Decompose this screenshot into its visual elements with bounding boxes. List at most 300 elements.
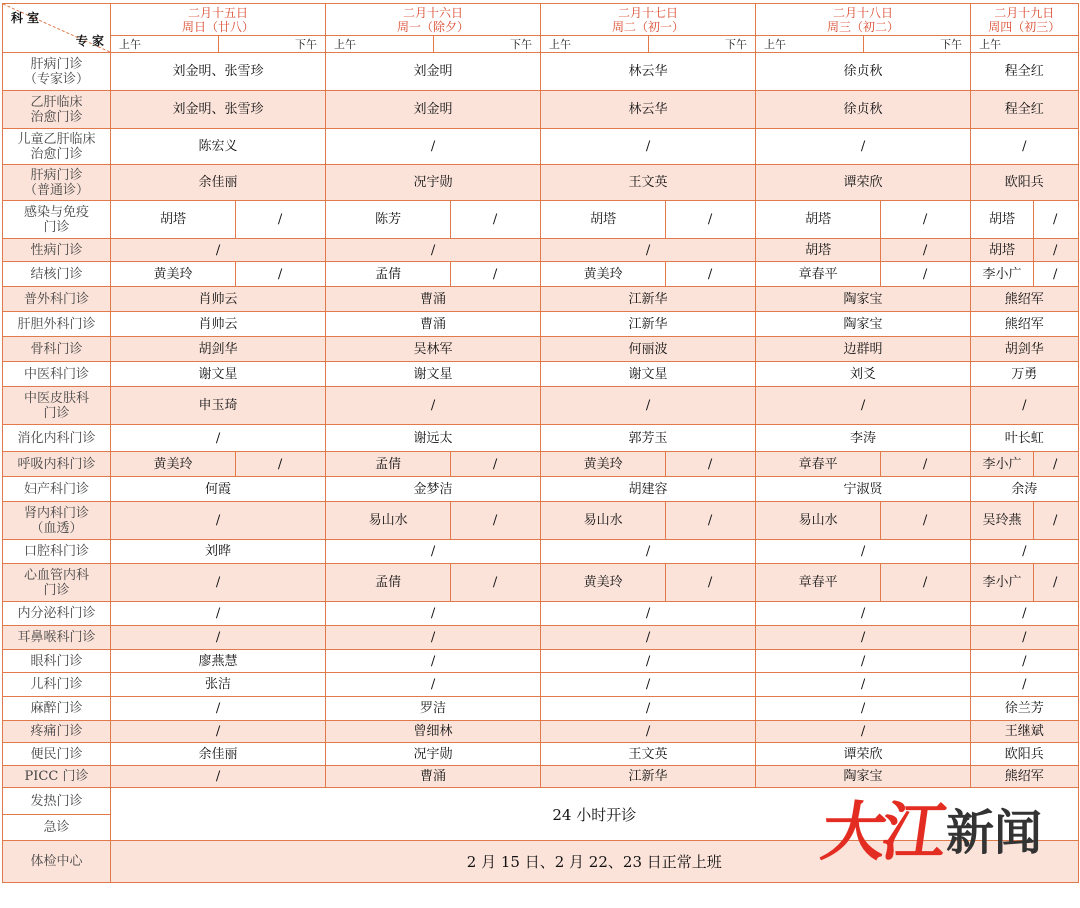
dept-name [3,602,111,626]
schedule-row [3,540,1079,564]
doctor-pm: / [492,513,498,528]
schedule-row [3,425,1079,452]
doctor-am: 陈芳 [326,201,451,238]
doctor-cell: / [756,650,971,673]
doctor-cell: / [971,602,1079,626]
doctor-cell: 叶长虹 [971,425,1079,452]
dept-name-line: 中医皮肤科 [23,390,89,406]
doctor-cell: 况宇勋 [326,165,541,201]
schedule-row [3,165,1079,201]
doctor-cell: 刘金明、张雪珍 [111,91,326,129]
doctor-cell: 王文英 [541,165,756,201]
doctor-cell: 曹涌 [326,287,541,312]
doctor-pm: / [922,212,928,227]
am-label: 上午 [326,36,434,53]
doctor-cell [756,239,971,262]
dept-name: 急诊 [3,815,111,841]
doctor-cell [971,502,1079,540]
doctor-am: 黄美玲 [111,452,236,476]
checkup-note: 2 月 15 日、2 月 22、23 日正常上班 [111,841,1079,883]
doctor-am: 黄美玲 [541,262,666,286]
doctor-cell: 张洁 [111,673,326,697]
dept-name [3,91,111,129]
dept-name-line: 肾内科门诊 [23,505,89,521]
doctor-am: 孟倩 [326,564,451,601]
doctor-cell: 罗洁 [326,697,541,721]
doctor-cell: 江新华 [541,287,756,312]
doctor-pm: / [1053,513,1058,528]
doctor-cell: 王继斌 [971,721,1079,743]
day-date: 二月十五日 [188,5,249,20]
doctor-cell [326,262,541,287]
day-header [541,4,756,36]
dept-name [3,673,111,697]
doctor-cell [756,564,971,602]
pm-label: 下午 [648,36,756,53]
doctor-cell: / [111,239,326,262]
day-weekday: 周三（初二） [827,19,900,34]
dept-name: 发热门诊 [3,788,111,815]
doctor-cell: 何丽波 [541,337,756,362]
doctor-am: 胡塔 [541,201,666,238]
doctor-cell [326,564,541,602]
doctor-cell: 谢文星 [111,362,326,387]
schedule-row [3,602,1079,626]
dept-name-line: 口腔科门诊 [23,544,89,559]
doctor-cell: 胡剑华 [971,337,1079,362]
doctor-cell: / [111,626,326,650]
doctor-cell: 宁淑贤 [756,477,971,502]
doctor-pm: / [492,212,498,227]
doctor-cell: 刘爻 [756,362,971,387]
doctor-pm: / [277,212,283,227]
doctor-pm: / [1053,575,1058,590]
watermark-text: 新闻 [945,805,1042,861]
doctor-cell: 何霞 [111,477,326,502]
doctor-cell: 陶家宝 [756,766,971,788]
doctor-am: 孟倩 [326,262,451,286]
doctor-pm: / [707,266,713,282]
schedule-row [3,626,1079,650]
doctor-pm: / [1053,266,1058,282]
dept-name-line: 普外科门诊 [23,291,89,307]
doctor-cell: 余佳丽 [111,165,326,201]
dept-name-line: 中医科门诊 [23,366,89,382]
day-header [326,4,541,36]
doctor-cell: 徐贞秋 [756,53,971,91]
am-label: 上午 [971,36,1079,53]
dept-name-line: 治愈门诊 [30,146,83,162]
doctor-cell [326,452,541,477]
doctor-am: 章春平 [756,262,881,286]
day-header [756,4,971,36]
doctor-cell: / [541,697,756,721]
doctor-cell: / [756,129,971,165]
day-date: 二月十九日 [994,5,1055,20]
doctor-cell: 谢文星 [541,362,756,387]
doctor-pm: / [1053,242,1058,258]
day-weekday: 周一（除夕） [397,19,470,34]
doctor-cell: 陶家宝 [756,312,971,337]
pm-label: 下午 [863,36,971,53]
doctor-cell: / [326,650,541,673]
dept-name [3,387,111,425]
doctor-am: 胡塔 [756,239,881,261]
doctor-am: 胡塔 [111,201,236,238]
doctor-cell: / [541,673,756,697]
schedule-row [3,650,1079,673]
dept-name [3,362,111,387]
doctor-cell [541,262,756,287]
dept-name [3,201,111,239]
schedule-row [3,502,1079,540]
doctor-cell [326,201,541,239]
doctor-am: 胡塔 [756,201,881,238]
doctor-cell: 江新华 [541,766,756,788]
doctor-pm: / [1053,212,1058,227]
doctor-am: 胡塔 [971,201,1034,238]
doctor-cell: 曾细林 [326,721,541,743]
doctor-cell: 吴林军 [326,337,541,362]
doctor-cell: / [541,129,756,165]
doctor-cell: 肖帅云 [111,312,326,337]
doctor-cell: 刘金明 [326,91,541,129]
doctor-am: 易山水 [756,502,881,539]
day-weekday: 周四（初三） [988,19,1061,34]
dept-name-line: PICC 门诊 [24,769,89,784]
dept-name-line: 消化内科门诊 [17,430,96,446]
doctor-cell [111,201,326,239]
dept-name [3,564,111,602]
day-date: 二月十七日 [618,5,679,20]
schedule-row [3,697,1079,721]
dept-name-line: 治愈门诊 [30,109,83,125]
doctor-cell: 刘金明 [326,53,541,91]
doctor-cell [971,201,1079,239]
am-label: 上午 [541,36,649,53]
dept-name [3,650,111,673]
dept-name [3,165,111,201]
dept-name [3,766,111,788]
doctor-cell: / [756,673,971,697]
dept-name [3,721,111,743]
doctor-cell: / [971,673,1079,697]
schedule-row [3,452,1079,477]
doctor-cell: 欧阳兵 [971,165,1079,201]
doctor-cell [756,452,971,477]
schedule-row [3,387,1079,425]
doctor-pm: / [707,212,713,227]
doctor-cell [541,452,756,477]
doctor-cell: 林云华 [541,91,756,129]
am-label: 上午 [756,36,864,53]
dept-name-line: 便民门诊 [30,746,83,762]
dept-name-line: 肝胆外科门诊 [17,316,96,332]
doctor-cell: / [541,239,756,262]
doctor-cell: / [971,387,1079,425]
dept-name-line: 肝病门诊 [30,167,83,183]
doctor-cell [971,452,1079,477]
doctor-am: 李小广 [971,564,1034,601]
doctor-cell [971,239,1079,262]
dept-name [3,697,111,721]
doctor-cell [756,502,971,540]
doctor-cell: / [756,602,971,626]
day-weekday: 周日（廿八） [182,19,255,34]
doctor-cell: 陈宏义 [111,129,326,165]
doctor-cell: / [756,697,971,721]
doctor-am: 黄美玲 [111,262,236,286]
doctor-cell: 熊绍军 [971,287,1079,312]
doctor-cell [756,201,971,239]
doctor-cell: 胡剑华 [111,337,326,362]
doctor-cell: 陶家宝 [756,287,971,312]
doctor-cell: / [971,129,1079,165]
doctor-cell: / [326,602,541,626]
schedule-row [3,129,1079,165]
doctor-am: 章春平 [756,452,881,476]
doctor-pm: / [707,575,713,590]
doctor-pm: / [707,513,713,528]
corner-cell [3,4,111,53]
doctor-cell: 万勇 [971,362,1079,387]
schedule-row [3,262,1079,287]
doctor-pm: / [492,266,498,282]
doctor-pm: / [707,456,713,472]
doctor-cell: 谢远太 [326,425,541,452]
doctor-cell: / [541,602,756,626]
doctor-cell: / [971,650,1079,673]
dept-name-line: （血透） [30,520,83,536]
doctor-pm: / [922,513,928,528]
doctor-pm: / [277,456,283,472]
doctor-cell: / [971,540,1079,564]
doctor-pm: / [277,266,283,282]
doctor-cell: / [326,239,541,262]
doctor-am: 易山水 [326,502,451,539]
doctor-am: 吴玲燕 [971,502,1034,539]
doctor-cell [756,262,971,287]
watermark-logo: 大江 [816,795,948,870]
doctor-cell [971,262,1079,287]
watermark [816,795,1042,870]
dept-name-line: 门诊 [43,405,70,421]
dept-name-line: （普通诊） [23,182,89,198]
doctor-cell: / [111,602,326,626]
pm-label: 下午 [218,36,326,53]
doctor-am: 黄美玲 [541,564,666,601]
dept-name-line: 内分泌科门诊 [17,606,96,621]
doctor-pm: / [492,456,498,472]
dept-name-line: 儿科门诊 [30,677,83,692]
dept-name [3,425,111,452]
dept-name-line: 门诊 [43,582,70,598]
schedule-row [3,564,1079,602]
dept-name [3,53,111,91]
doctor-cell: 曹涌 [326,312,541,337]
schedule-row [3,362,1079,387]
doctor-cell: / [326,673,541,697]
dept-name-line: 结核门诊 [30,266,83,282]
doctor-cell: 欧阳兵 [971,743,1079,766]
doctor-cell: / [326,626,541,650]
doctor-am: 易山水 [541,502,666,539]
header-date-row [3,4,1079,36]
dept-name [3,262,111,287]
dept-name [3,239,111,262]
dept-name [3,312,111,337]
doctor-cell: 申玉琦 [111,387,326,425]
doctor-cell: / [111,766,326,788]
doctor-am: 李小广 [971,262,1034,286]
schedule-row [3,91,1079,129]
dept-name-line: （专家诊） [23,71,89,87]
outpatient-schedule-table [2,3,1079,883]
dept-name [3,287,111,312]
dept-name-line: 呼吸内科门诊 [17,456,96,472]
dept-name [3,626,111,650]
doctor-cell: / [326,387,541,425]
dept-name: 体检中心 [3,841,111,883]
doctor-am: 黄美玲 [541,452,666,476]
doctor-cell: / [541,650,756,673]
doctor-cell: / [541,721,756,743]
doctor-cell: 熊绍军 [971,766,1079,788]
schedule-row [3,239,1079,262]
schedule-row [3,673,1079,697]
day-header [971,4,1079,36]
doctor-cell: 王文英 [541,743,756,766]
schedule-row [3,53,1079,91]
dept-name-line: 儿童乙肝临床 [17,131,96,147]
doctor-cell: 谢文星 [326,362,541,387]
dept-name [3,540,111,564]
dept-name [3,743,111,766]
doctor-cell: / [541,626,756,650]
dept-name [3,477,111,502]
doctor-cell: 江新华 [541,312,756,337]
dept-name-line: 心血管内科 [23,567,89,583]
doctor-am: 李小广 [971,452,1034,476]
doctor-cell: 曹涌 [326,766,541,788]
dept-name-line: 妇产科门诊 [23,481,89,497]
dept-header-label: 科 室 [11,11,40,25]
doctor-cell: 林云华 [541,53,756,91]
doctor-cell: 谭荣欣 [756,165,971,201]
day-header [111,4,326,36]
doctor-cell: 金梦洁 [326,477,541,502]
dept-name-line: 麻醉门诊 [30,701,83,716]
pm-label: 下午 [433,36,541,53]
doctor-cell: 程全红 [971,91,1079,129]
doctor-pm: / [1053,456,1058,472]
doctor-cell: 熊绍军 [971,312,1079,337]
doctor-cell: 郭芳玉 [541,425,756,452]
doctor-cell: / [756,721,971,743]
schedule-row [3,287,1079,312]
doctor-cell: 余涛 [971,477,1079,502]
doctor-cell [541,564,756,602]
doctor-cell: 徐贞秋 [756,91,971,129]
doctor-cell [971,564,1079,602]
doctor-am: 章春平 [756,564,881,601]
dept-name-line: 耳鼻喉科门诊 [17,630,96,645]
doctor-cell: 廖燕慧 [111,650,326,673]
doctor-cell: 况宇勋 [326,743,541,766]
doctor-cell: 余佳丽 [111,743,326,766]
doctor-cell: 刘金明、张雪珍 [111,53,326,91]
doctor-cell: / [756,626,971,650]
dept-name [3,502,111,540]
fever-er-note: 24 小时开诊 [111,788,1079,841]
doctor-cell [111,452,326,477]
doctor-cell [111,262,326,287]
doctor-cell: / [541,540,756,564]
doctor-cell: / [111,502,326,540]
doctor-cell: / [111,564,326,602]
schedule-row [3,312,1079,337]
doctor-pm: / [922,456,928,472]
day-date: 二月十八日 [833,5,894,20]
doctor-cell: 肖帅云 [111,287,326,312]
dept-name [3,129,111,165]
doctor-cell: / [756,540,971,564]
doctor-pm: / [922,266,928,282]
schedule-row [3,766,1079,788]
doctor-cell: 谭荣欣 [756,743,971,766]
doctor-cell: / [971,626,1079,650]
doctor-cell: / [541,387,756,425]
dept-name-line: 性病门诊 [30,242,83,258]
doctor-cell [541,201,756,239]
doctor-cell: / [326,540,541,564]
dept-name-line: 乙肝临床 [30,94,83,110]
doctor-pm: / [922,575,928,590]
header-ampm-row [3,36,1079,53]
schedule-row [3,743,1079,766]
dept-name [3,337,111,362]
schedule-row [3,337,1079,362]
doctor-cell: / [756,387,971,425]
doctor-cell: 程全红 [971,53,1079,91]
dept-name [3,452,111,477]
doctor-cell: 徐兰芳 [971,697,1079,721]
schedule-row [3,721,1079,743]
dept-name-line: 感染与免疫 [23,204,89,220]
doctor-pm: / [922,242,928,258]
doctor-cell [326,502,541,540]
doctor-cell: 李涛 [756,425,971,452]
doctor-cell: / [111,721,326,743]
day-date: 二月十六日 [403,5,464,20]
dept-name-line: 疼痛门诊 [30,724,83,739]
doctor-cell: / [111,697,326,721]
dept-name-line: 骨科门诊 [30,341,83,357]
doctor-am: 孟倩 [326,452,451,476]
day-weekday: 周二（初一） [612,19,685,34]
dept-name-line: 门诊 [43,219,70,235]
dept-name-line: 眼科门诊 [30,653,83,669]
schedule-row [3,201,1079,239]
doctor-am: 胡塔 [971,239,1034,261]
doctor-cell: / [111,425,326,452]
doctor-pm: / [492,575,498,590]
doctor-cell: 胡建容 [541,477,756,502]
am-label: 上午 [111,36,219,53]
doctor-cell [541,502,756,540]
dept-name-line: 肝病门诊 [30,56,83,72]
expert-header-label: 专 家 [75,34,104,48]
